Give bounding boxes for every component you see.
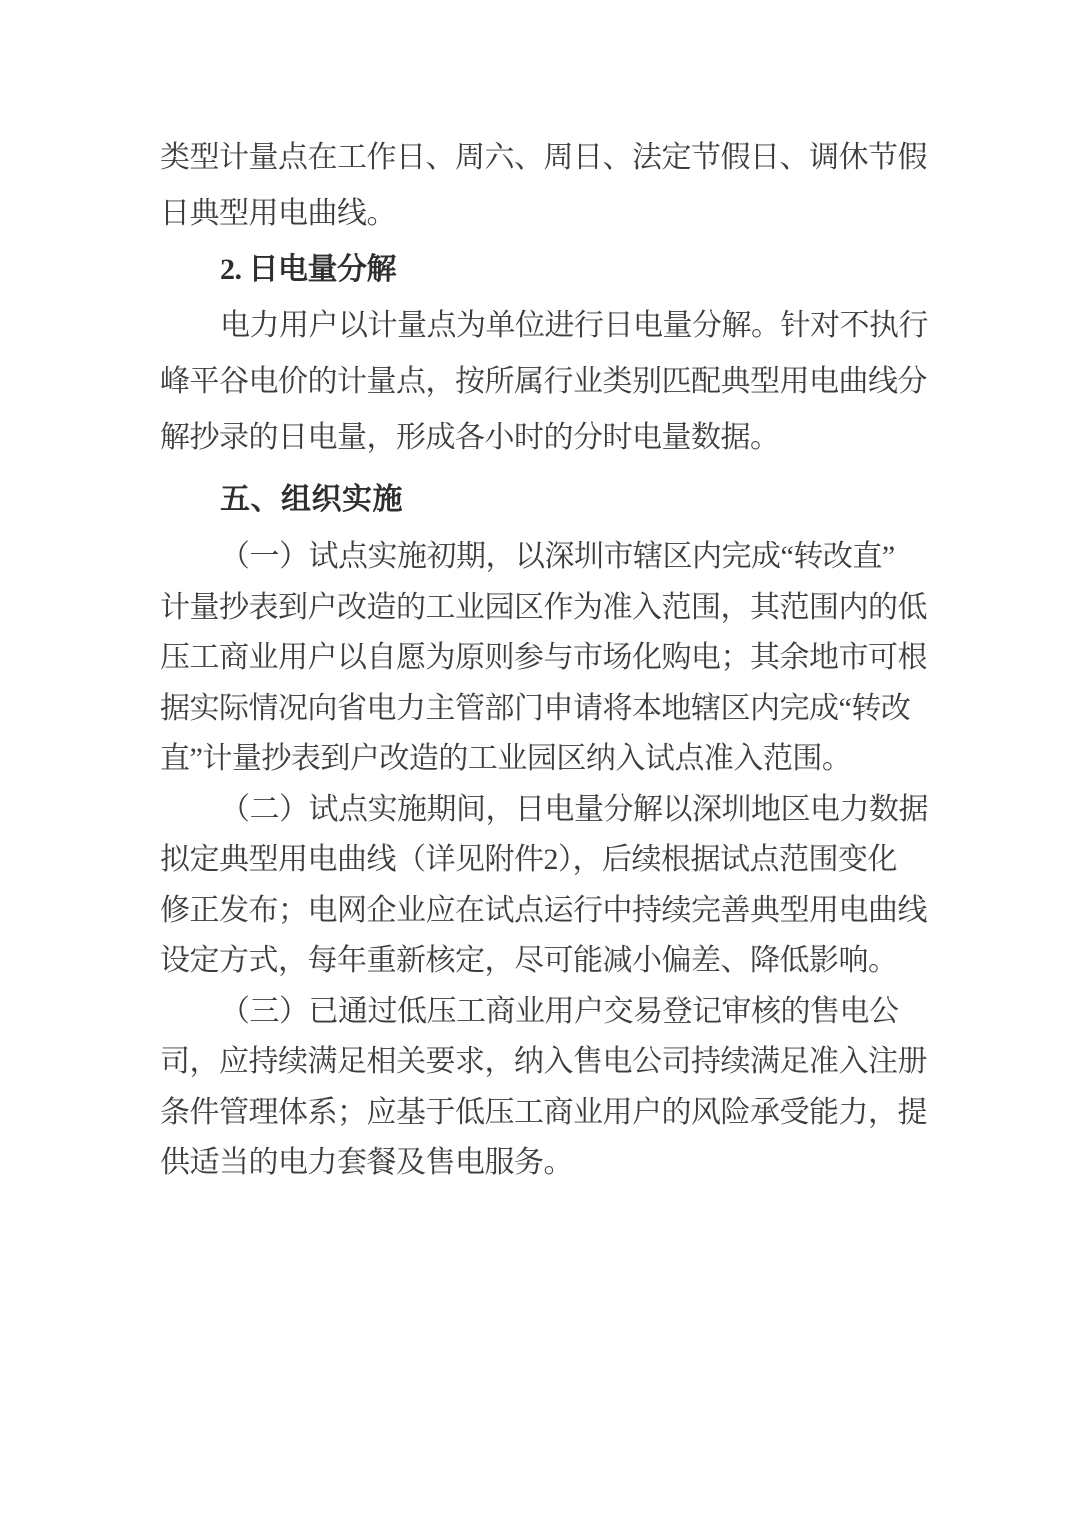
text-line: 电力用户以计量点为单位进行日电量分解。针对不执行 [220,309,928,342]
section-heading-block [160,466,932,528]
text-line: （二）试点实施期间，日电量分解以深圳地区电力数据 [220,792,928,826]
text-line: 供适当的电力套餐及售电服务。 [160,1146,573,1179]
text-line: 峰平谷电价的计量点，按所属行业类别匹配典型用电曲线分 [160,365,927,398]
paragraph-daily-energy [160,298,932,466]
section-heading: 五、组织实施 [220,483,403,516]
text-line: 据实际情况向省电力主管部门申请将本地辖区内完成“转改 [160,691,911,725]
text-line: 解抄录的日电量，形成各小时的分时电量数据。 [160,421,780,454]
subsection-heading: 2. 日电量分解 [220,253,396,286]
text-line: 拟定典型用电曲线（详见附件2），后续根据试点范围变化 [160,843,897,876]
text-line: 类型计量点在工作日、周六、周日、法定节假日、调休节假 [160,141,927,174]
subsection-heading-block [160,242,932,298]
text-line: （三）已通过低压工商业用户交易登记审核的售电公 [220,994,899,1028]
text-line: 压工商业用户以自愿为原则参与市场化购电；其余地市可根 [160,641,927,674]
paragraph-item-2 [160,785,932,987]
paragraph-item-1 [160,528,932,785]
text-line: 计量抄表到户改造的工业园区作为准入范围，其范围内的低 [160,590,927,624]
paragraph-item-3 [160,987,932,1189]
text-line: （一）试点实施初期，以深圳市辖区内完成“转改直” [220,540,895,573]
text-line: 修正发布；电网企业应在试点运行中持续完善典型用电曲线 [160,893,927,927]
text-line: 直”计量抄表到户改造的工业园区纳入试点准入范围。 [160,742,852,775]
text-line: 设定方式，每年重新核定，尽可能减小偏差、降低影响。 [160,944,898,977]
text-line: 司，应持续满足相关要求，纳入售电公司持续满足准入注册 [160,1045,927,1078]
paragraph-continuation [160,130,932,242]
text-line: 条件管理体系；应基于低压工商业用户的风险承受能力，提 [160,1095,927,1129]
text-line: 日典型用电曲线。 [160,197,396,230]
